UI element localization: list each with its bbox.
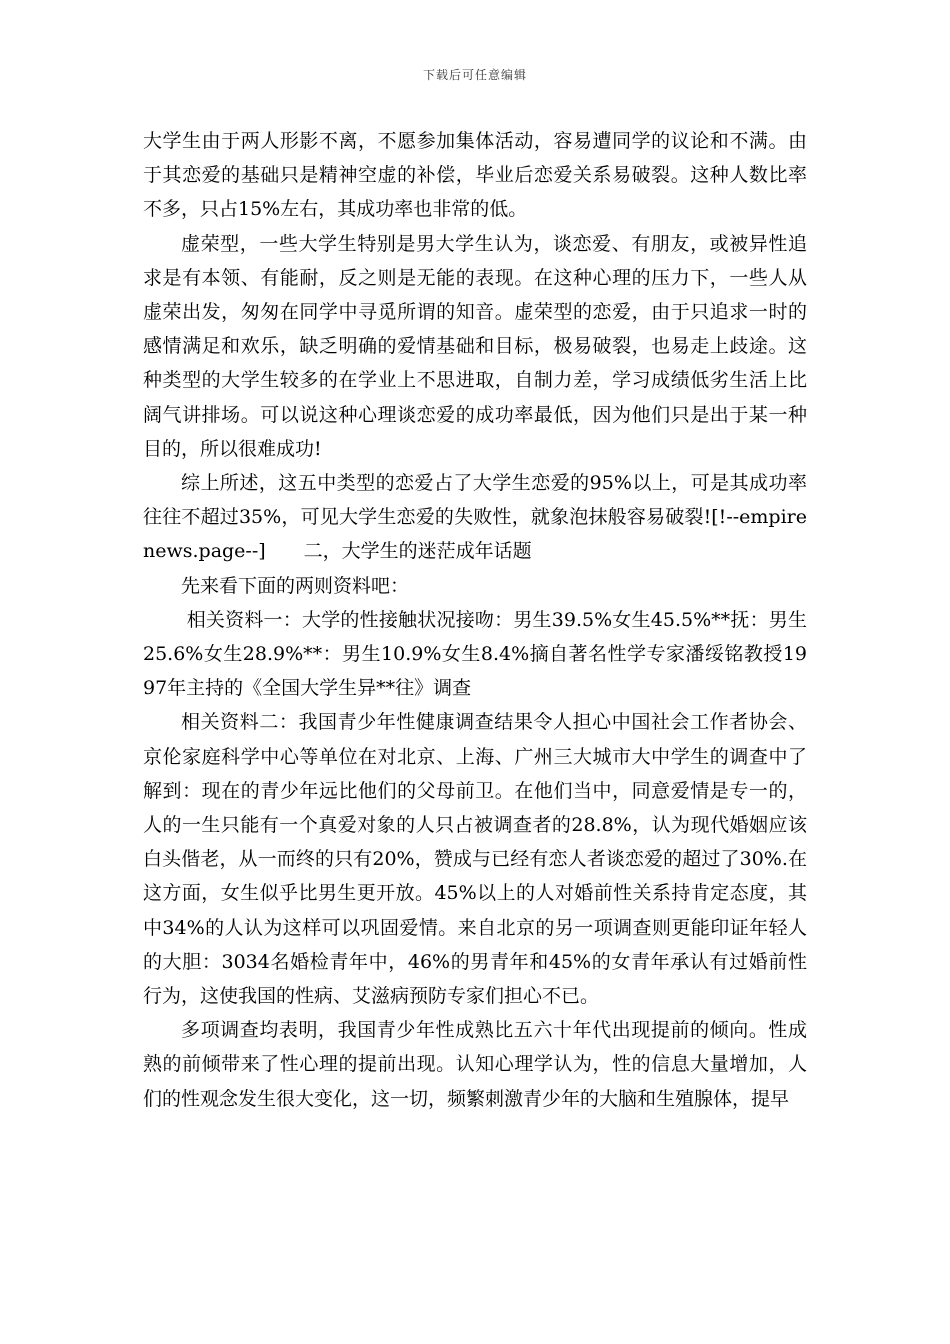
paragraph-1: 大学生由于两人形影不离，不愿参加集体活动，容易遭同学的议论和不满。由于其恋爱的基础只是精神空虚的补偿，毕业后恋爱关系易破裂。这种人数比率不多，只占15%左右，其成功率也非常的低。 [143, 130, 807, 221]
paragraph-5: 相关资料一：大学的性接触状况接吻：男生39.5%女生45.5%**抚：男生25.6%女生28.9%**：男生10.9%女生8.4%摘自著名性学专家潘绥铭教授1997年主持的《全国大学生异**往》调查 [143, 608, 807, 700]
paragraph-4: 先来看下面的两则资料吧： [181, 574, 410, 597]
paragraph-6: 相关资料二：我国青少年性健康调查结果令人担心中国社会工作者协会、京伦家庭科学中心等单位在对北京、上海、广州三大城市大中学生的调查中了解到：现在的青少年远比他们的父母前卫。在他们当中，同意爱情是专一的，人的一生只能有一个真爱对象的人只占被调查者的28.8%，认为现代婚姻应该白头偕老，从一而终的只有20%，赞成与已经有恋人者谈恋爱的超过了30%.在这方面，女生似乎比男生更开放。45%以上的人对婚前性关系持肯定态度，其中34%的人认为这样可以巩固爱情。来自北京的另一项调查则更能印证年轻人的大胆：3034名婚检青年中，46%的男青年和45%的女青年承认有过婚前性行为，这使我国的性病、艾滋病预防专家们担心不已。 [143, 711, 807, 1008]
document-body [143, 124, 807, 1116]
page-header: 下载后可任意编辑 [422, 68, 527, 82]
paragraph-3: 综上所述，这五中类型的恋爱占了大学生恋爱的95%以上，可是其成功率往往不超过35%，可见大学生恋爱的失败性，就象泡抹般容易破裂![!--empirenews.page--] 二，大学生的迷茫成年话题 [143, 472, 807, 563]
paragraph-2: 虚荣型，一些大学生特别是男大学生认为，谈恋爱、有朋友，或被异性追求是有本领、有能耐，反之则是无能的表现。在这种心理的压力下，一些人从虚荣出发，匆匆在同学中寻觅所谓的知音。虚荣型的恋爱，由于只追求一时的感情满足和欢乐，缺乏明确的爱情基础和目标，极易破裂，也易走上歧途。这种类型的大学生较多的在学业上不思进取，自制力差，学习成绩低劣生活上比阔气讲排场。可以说这种心理谈恋爱的成功率最低，因为他们只是出于某一种目的，所以很难成功! [143, 232, 807, 460]
paragraph-7: 多项调查均表明，我国青少年性成熟比五六十年代出现提前的倾向。性成熟的前倾带来了性心理的提前出现。认知心理学认为，性的信息大量增加，人们的性观念发生很大变化，这一切，频繁刺激青少年的大脑和生殖腺体，提早 [143, 1019, 807, 1110]
